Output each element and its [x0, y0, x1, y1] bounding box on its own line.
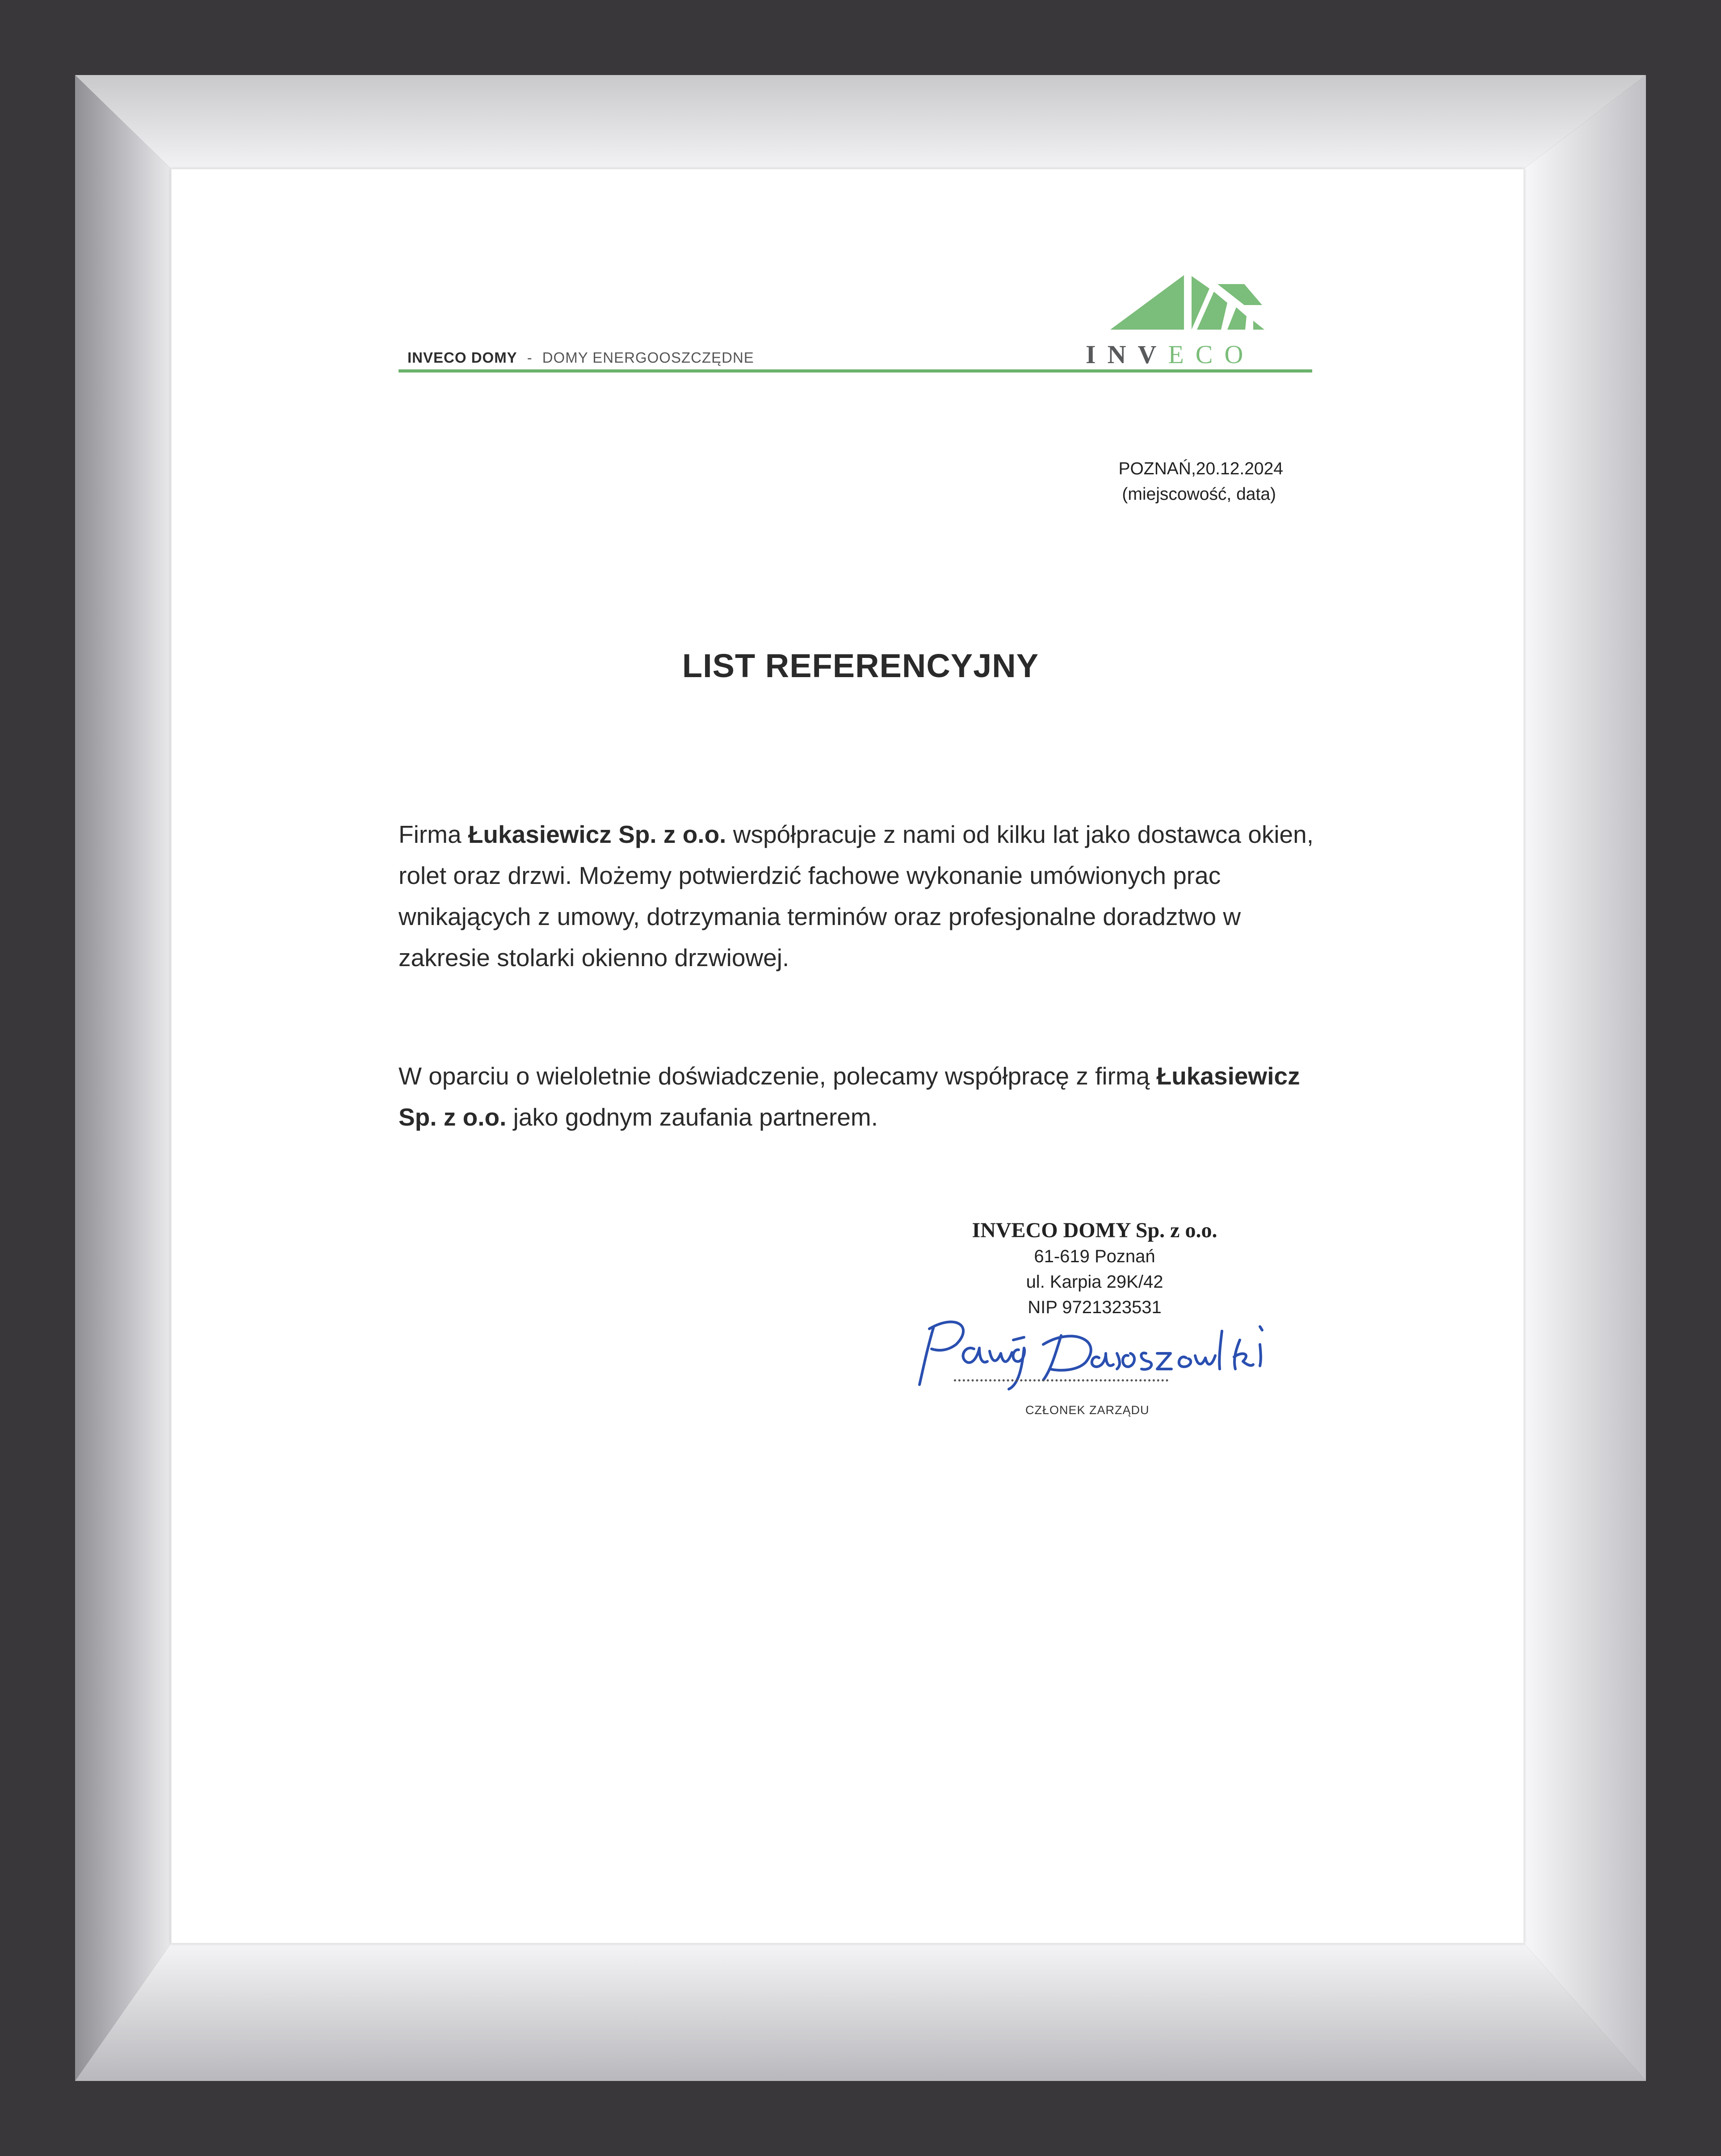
letterhead-text — [407, 349, 754, 366]
signature-role: CZŁONEK ZARZĄDU — [1025, 1403, 1150, 1417]
letterhead-separator: - — [527, 349, 533, 366]
paragraph-2-pre: W oparciu o wieloletnie doświadczenie, polecamy współpracę z firmą — [399, 1062, 1157, 1090]
stamp-postal: 61-619 Poznań — [1034, 1247, 1155, 1266]
paragraph-2 — [399, 1055, 1337, 1138]
logo-text-dark: INV — [1086, 340, 1168, 369]
stamp-nip: NIP 9721323531 — [1028, 1298, 1162, 1317]
letter-title: LIST REFERENCYJNY — [682, 647, 1039, 684]
logo-text-light: ECO — [1168, 340, 1255, 369]
logo-wordmark — [1086, 339, 1255, 369]
letterhead-rule — [399, 369, 1312, 373]
letterhead-tagline: DOMY ENERGOOSZCZĘDNE — [542, 349, 754, 366]
paragraph-1 — [399, 814, 1337, 978]
paragraph-1-pre: Firma — [399, 821, 468, 848]
stamp-street: ul. Karpia 29K/42 — [1026, 1272, 1163, 1292]
date-note: (miejscowość, data) — [1122, 485, 1276, 504]
company-stamp — [902, 1217, 1287, 1320]
paragraph-2-post: jako godnym zaufania partnerem. — [506, 1103, 878, 1131]
paragraph-1-company: Łukasiewicz Sp. z o.o. — [468, 821, 726, 848]
signature-dotted-line — [954, 1379, 1168, 1382]
house-roof-icon — [1110, 272, 1298, 334]
letter-date: POZNAŃ,20.12.2024 — [1118, 459, 1283, 478]
paragraph-2-company: Łukasiewicz Sp. z o.o. — [399, 1062, 1300, 1131]
stamp-company: INVECO DOMY Sp. z o.o. — [972, 1218, 1217, 1242]
paragraph-1-post: współpracuje z nami od kilku lat jako dostawca okien, rolet oraz drzwi. Możemy potwierdzić fachowe wykonanie umówionych prac wnikających z umowy, dotrzymania terminów oraz profesjonalne doradztwo w zakresie stolarki okienno drzwiowej. — [399, 821, 1314, 971]
letterhead-company: INVECO DOMY — [407, 349, 517, 366]
